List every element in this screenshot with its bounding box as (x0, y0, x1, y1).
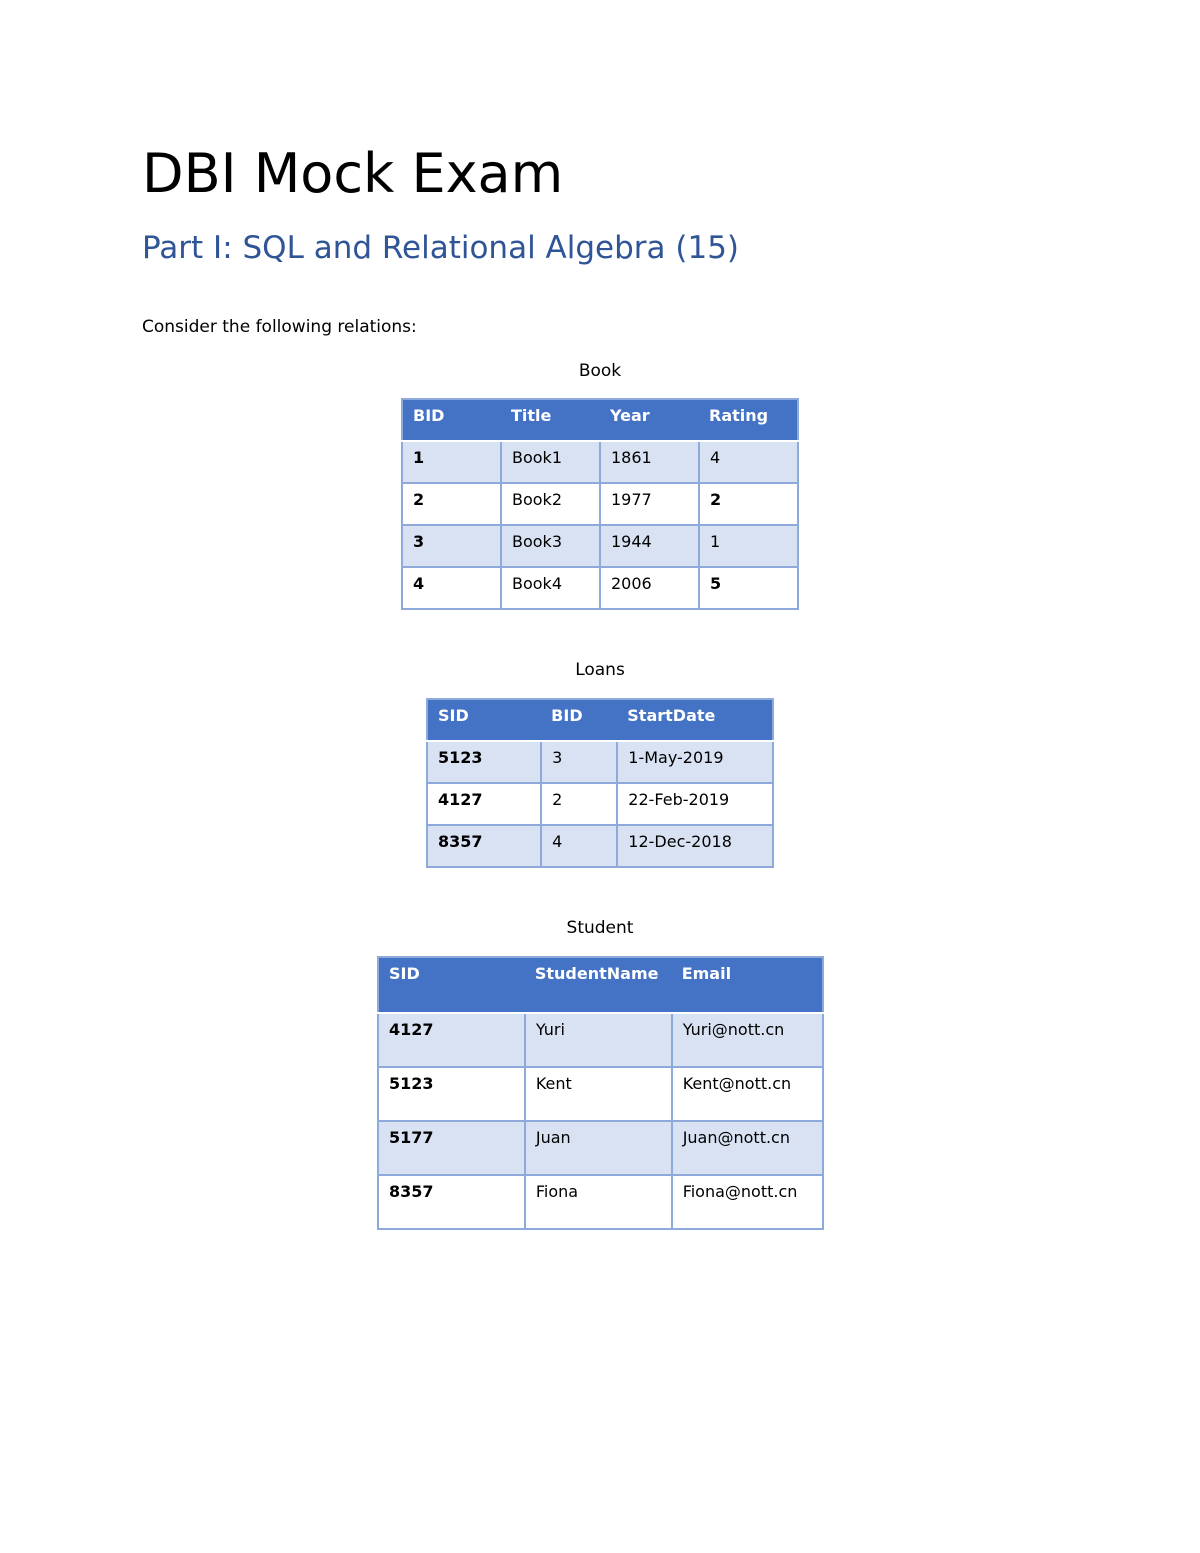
table-cell: 1944 (600, 525, 699, 567)
section-heading: Part I: SQL and Relational Algebra (15) (142, 230, 740, 266)
table-header-row (427, 699, 773, 741)
table-row (378, 1121, 823, 1175)
column-header: Title (501, 399, 600, 441)
table-cell: Juan (525, 1121, 672, 1175)
column-header: SID (378, 957, 525, 1013)
table-header-row (378, 957, 823, 1013)
table-cell: 5 (699, 567, 798, 609)
column-header: Year (600, 399, 699, 441)
table-cell: Juan@nott.cn (672, 1121, 823, 1175)
loans-table (426, 698, 774, 868)
page-title: DBI Mock Exam (142, 142, 564, 205)
table-row (402, 483, 798, 525)
column-header: BID (541, 699, 617, 741)
column-header: SID (427, 699, 541, 741)
table-cell: 4127 (378, 1013, 525, 1067)
table-cell: Fiona@nott.cn (672, 1175, 823, 1229)
loans-caption: Loans (575, 660, 625, 680)
table-cell: 3 (402, 525, 501, 567)
table-row (378, 1175, 823, 1229)
table-cell: Book1 (501, 441, 600, 483)
table-cell: 4127 (427, 783, 541, 825)
column-header: StudentName (525, 957, 672, 1013)
table-cell: 1977 (600, 483, 699, 525)
table-cell: 1 (402, 441, 501, 483)
table-cell: 8357 (427, 825, 541, 867)
column-header: Email (672, 957, 823, 1013)
table-cell: 2006 (600, 567, 699, 609)
table-cell: 1861 (600, 441, 699, 483)
column-header: StartDate (617, 699, 773, 741)
table-row (427, 825, 773, 867)
table-cell: Kent (525, 1067, 672, 1121)
table-cell: 8357 (378, 1175, 525, 1229)
table-cell: 5177 (378, 1121, 525, 1175)
table-cell: 4 (541, 825, 617, 867)
table-cell: 4 (699, 441, 798, 483)
table-cell: Yuri@nott.cn (672, 1013, 823, 1067)
student-caption: Student (566, 918, 634, 938)
table-row (378, 1067, 823, 1121)
table-cell: Book2 (501, 483, 600, 525)
table-cell: Book4 (501, 567, 600, 609)
column-header: BID (402, 399, 501, 441)
table-cell: 5123 (427, 741, 541, 783)
table-row (402, 525, 798, 567)
table-cell: 4 (402, 567, 501, 609)
table-cell: Book3 (501, 525, 600, 567)
table-row (378, 1013, 823, 1067)
table-cell: Fiona (525, 1175, 672, 1229)
intro-text: Consider the following relations: (142, 317, 417, 337)
table-cell: 2 (699, 483, 798, 525)
table-cell: 12-Dec-2018 (617, 825, 773, 867)
table-cell: 1-May-2019 (617, 741, 773, 783)
table-cell: 2 (402, 483, 501, 525)
table-cell: 5123 (378, 1067, 525, 1121)
book-caption: Book (578, 361, 622, 381)
table-cell: Yuri (525, 1013, 672, 1067)
table-row (427, 741, 773, 783)
table-cell: 22-Feb-2019 (617, 783, 773, 825)
table-cell: 3 (541, 741, 617, 783)
student-table (377, 956, 824, 1230)
book-table (401, 398, 799, 610)
table-row (402, 441, 798, 483)
table-row (402, 567, 798, 609)
column-header: Rating (699, 399, 798, 441)
table-cell: 1 (699, 525, 798, 567)
table-cell: 2 (541, 783, 617, 825)
table-cell: Kent@nott.cn (672, 1067, 823, 1121)
table-row (427, 783, 773, 825)
table-header-row (402, 399, 798, 441)
